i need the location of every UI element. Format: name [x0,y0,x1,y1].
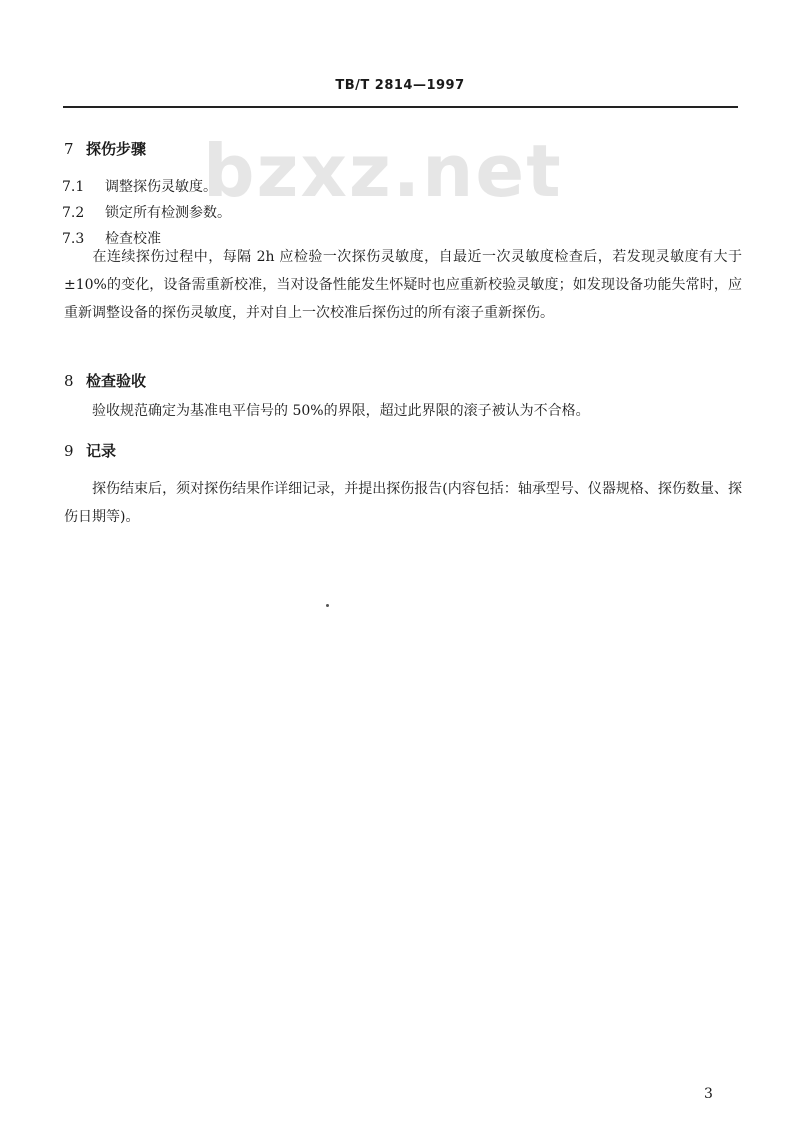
standard-code-header: TB/T 2814—1997 [335,78,465,93]
section-7-title: 探伤步骤 [86,140,147,158]
section-9-paragraph-text: 探伤结束后，须对探伤结果作详细记录，并提出探伤报告(内容包括：轴承型号、仪器规格、探伤数量、探伤日期等)。 [64,481,742,525]
section-8-title: 检查验收 [86,372,147,390]
section-7-number: 7 [64,140,74,158]
section-9-title: 记录 [86,442,117,460]
section-9-paragraph [64,475,742,531]
clause-7-2-text: 锁定所有检测参数。 [105,205,231,221]
watermark: bzxz.net [203,129,563,213]
clause-7-3-paragraph-text: 在连续探伤过程中，每隔 2h 应检验一次探伤灵敏度，自最近一次灵敏度检查后，若发现灵敏度有大于±10%的变化，设备需重新校准，当对设备性能发生怀疑时也应重新校验灵敏度；如发现设备功能失常时，应重新调整设备的探伤灵敏度，并对自上一次校准后探伤过的所有滚子重新探伤。 [64,249,742,321]
section-9-number: 9 [64,442,74,460]
clause-7-2 [62,202,231,222]
section-8-heading [64,370,146,391]
stray-mark [326,604,329,607]
section-8-number: 8 [64,372,74,390]
page-number: 3 [704,1086,713,1102]
clause-7-3-number: 7.3 [62,231,85,247]
section-8-paragraph-text: 验收规范确定为基准电平信号的 50%的界限，超过此界限的滚子被认为不合格。 [92,403,590,419]
clause-7-3-paragraph [64,243,742,327]
header-rule [63,106,738,108]
section-8-paragraph [64,397,742,425]
clause-7-3-text: 检查校准 [105,231,161,247]
clause-7-2-number: 7.2 [62,205,85,221]
section-9-heading [64,440,116,461]
clause-7-1-number: 7.1 [62,179,85,195]
section-7-heading [64,138,146,159]
clause-7-1-text: 调整探伤灵敏度。 [105,179,217,195]
clause-7-1 [62,176,217,196]
